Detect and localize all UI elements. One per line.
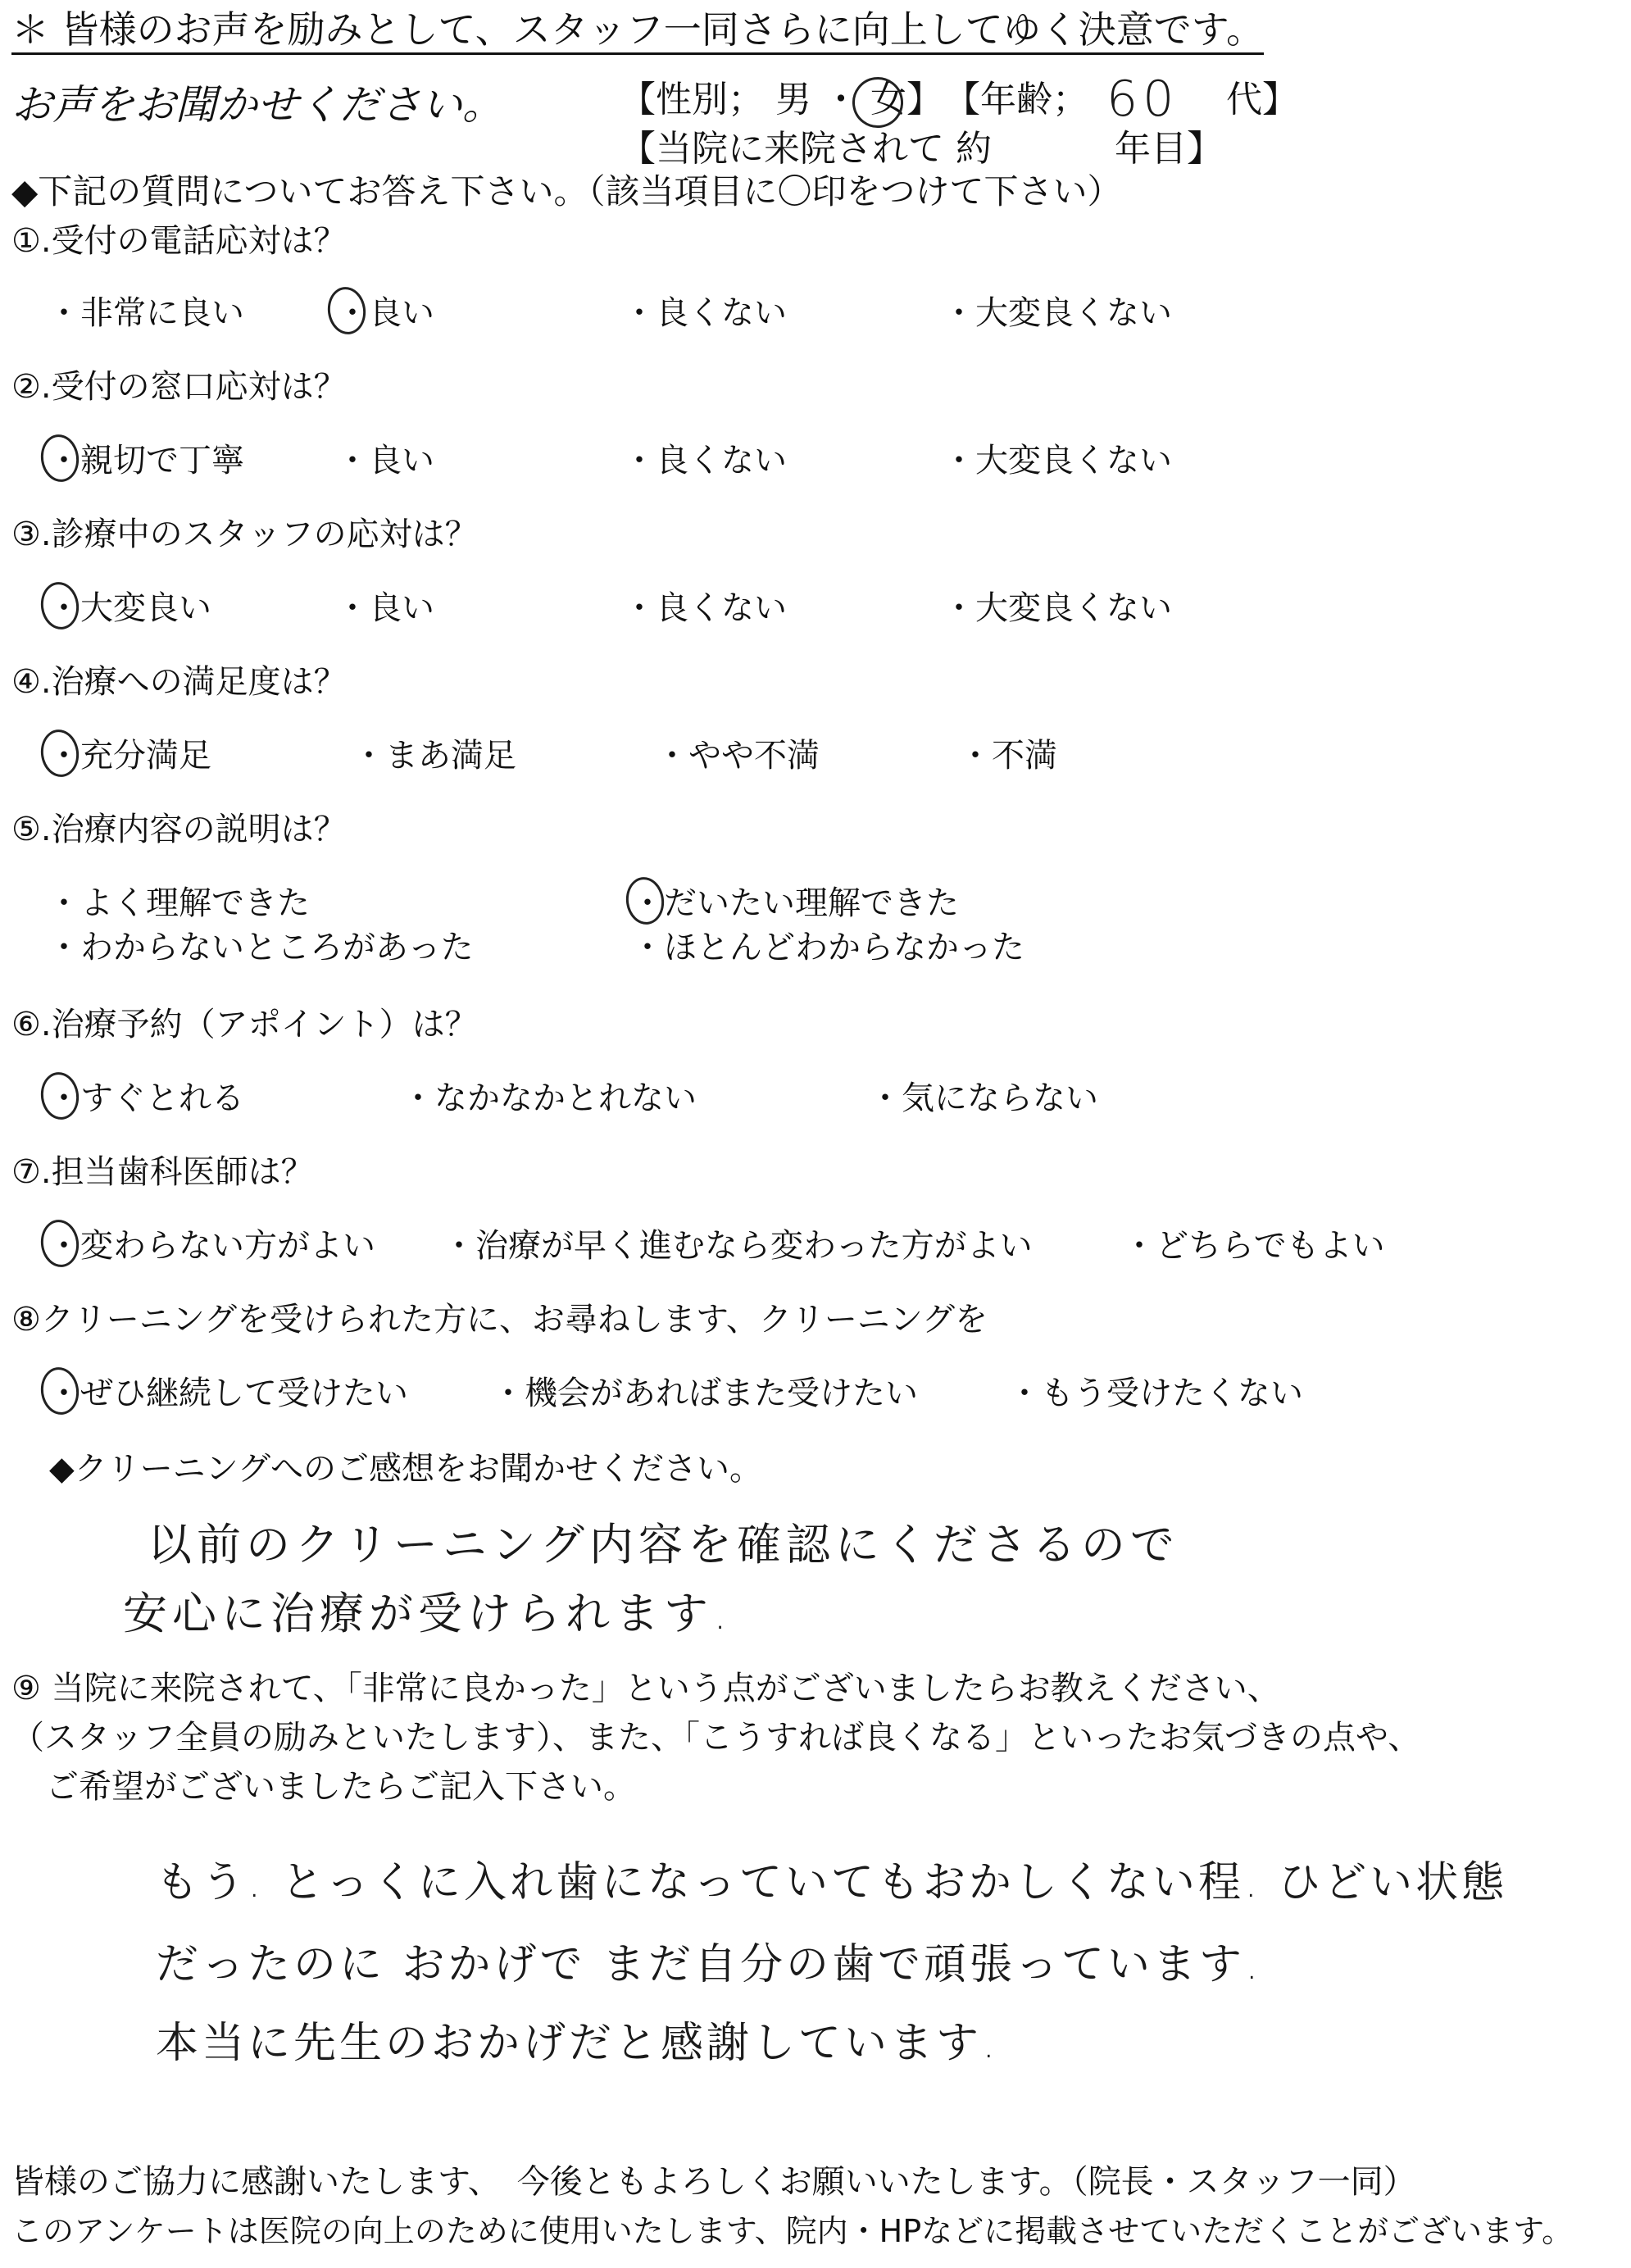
q8-option-3: ・もう受けたくない xyxy=(1008,1375,1303,1412)
q5-option-2: ・だいたい理解できた xyxy=(631,884,959,922)
q6-option-2: ・なかなかとれない xyxy=(402,1079,697,1117)
q5-option-1: ・よく理解できた xyxy=(48,884,310,922)
q4-option-1: ・充分満足 xyxy=(48,737,211,775)
q1-option-2: ・良い xyxy=(336,294,434,332)
question-5: ⑤.治療内容の説明は？ xyxy=(11,811,347,848)
q9-answer-line-1: もう. とっくに入れ歯になっていてもおかしくない程. ひどい状態 xyxy=(156,1858,1508,1907)
q2-option-4: ・大変良くない xyxy=(943,442,1172,480)
age-suffix: 代】 xyxy=(1226,79,1298,120)
q4-option-2: ・まあ満足 xyxy=(352,737,516,775)
footer-thanks: 皆様のご協力に感謝いたします、 今後ともよろしくお願いいたします。（院長・スタッフ一同） xyxy=(11,2163,1416,2201)
question-2: ②.受付の窓口応対は？ xyxy=(11,368,347,406)
question-9-line-3: ご希望がございましたらご記入下さい。 xyxy=(46,1768,636,1806)
q5-option-3: ・わからないところがあった xyxy=(48,929,474,966)
q9-answer-line-3: 本当に先生のおかげだと感謝しています. xyxy=(156,2019,999,2068)
q4-option-4: ・不満 xyxy=(959,737,1057,775)
q2-option-2: ・良い xyxy=(336,442,434,480)
cleaning-answer-line-2: 安心に治療が受けられます. xyxy=(123,1588,733,1639)
q7-option-1: ・変わらない方がよい xyxy=(48,1227,375,1265)
instruction: ◆下記の質問についてお答え下さい。（該当項目に〇印をつけて下さい） xyxy=(11,171,1122,211)
question-9-line-1: ⑨ 当院に来院されて、「非常に良かった」という点がございましたらお教えください、 xyxy=(11,1670,1280,1707)
q2-option-3: ・良くない xyxy=(623,442,787,480)
question-4: ④.治療への満足度は？ xyxy=(11,663,347,701)
age-value: 60 xyxy=(1106,70,1179,128)
q9-answer-line-2: だったのに おかげで まだ自分の歯で頑張っています. xyxy=(156,1940,1262,1989)
q8-option-1: ・ぜひ継続して受けたい xyxy=(48,1375,408,1412)
q7-option-3: ・どちらでもよい xyxy=(1123,1227,1385,1265)
question-7: ⑦.担当歯科医師は？ xyxy=(11,1153,314,1191)
q6-option-1: ・すぐとれる xyxy=(48,1079,244,1117)
page-title: お声をお聞かせください。 xyxy=(11,81,503,129)
question-8: ⑧クリーニングを受けられた方に、お尋ねします、クリーニングを xyxy=(11,1301,988,1339)
question-1: ①.受付の電話応対は？ xyxy=(11,222,347,260)
footer-notice: このアンケートは医院の向上のために使用いたします、院内・HPなどに掲載させていただくことがございます。 xyxy=(11,2213,1574,2249)
q2-option-1: ・親切で丁寧 xyxy=(48,442,244,480)
q1-option-4: ・大変良くない xyxy=(943,294,1172,332)
header-line: ＊ 皆様のお声を励みとして、スタッフ一同さらに向上してゆく決意です。 xyxy=(11,8,1264,55)
q3-option-3: ・良くない xyxy=(623,589,787,627)
cleaning-answer-line-1: 以前のクリーニング内容を確認にくださるので xyxy=(148,1519,1179,1570)
cleaning-prompt: ◆クリーニングへのご感想をお聞かせください。 xyxy=(49,1450,762,1488)
q1-option-3: ・良くない xyxy=(623,294,787,332)
gender-field: 【性別； 男 ・ 女】 xyxy=(620,79,943,120)
q5-option-4: ・ほとんどわからなかった xyxy=(631,929,1024,966)
question-3: ③.診療中のスタッフの応対は？ xyxy=(11,516,478,553)
q8-option-2: ・機会があればまた受けたい xyxy=(492,1375,918,1412)
q1-option-1: ・非常に良い xyxy=(48,294,244,332)
question-9-line-2: （スタッフ全員の励みといたします）、また、「こうすれば良くなる」といったお気づきの点や、 xyxy=(11,1719,1421,1757)
question-6: ⑥.治療予約（アポイント）は？ xyxy=(11,1006,478,1043)
visit-years-suffix: 年目】 xyxy=(1115,128,1223,170)
age-label: 【年齢； xyxy=(944,79,1088,120)
q3-option-1: ・大変良い xyxy=(48,589,211,627)
q3-option-2: ・良い xyxy=(336,589,434,627)
q6-option-3: ・気にならない xyxy=(869,1079,1098,1117)
q3-option-4: ・大変良くない xyxy=(943,589,1172,627)
q4-option-3: ・やや不満 xyxy=(656,737,820,775)
q7-option-2: ・治療が早く進むなら変わった方がよい xyxy=(443,1227,1033,1265)
visit-years-label: 【当院に来院されて 約 xyxy=(620,128,992,170)
